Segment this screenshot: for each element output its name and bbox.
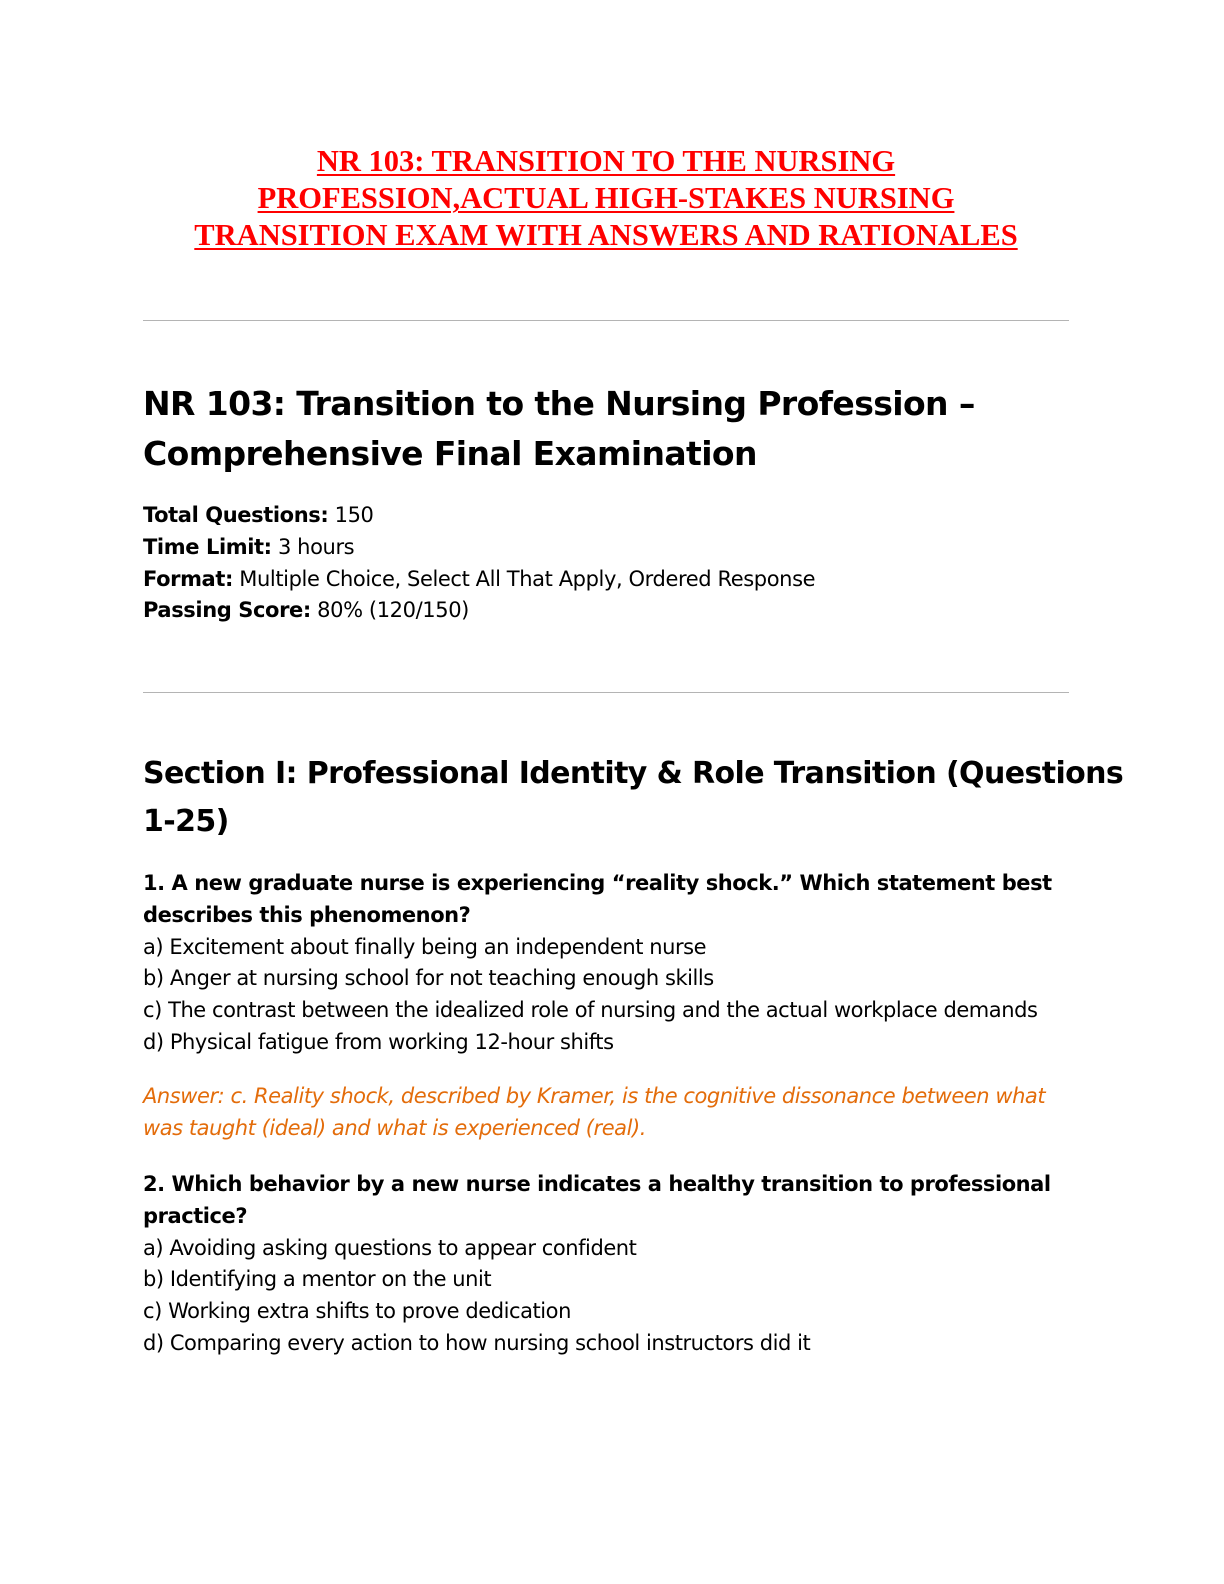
banner-line-2: PROFESSION,ACTUAL HIGH-STAKES NURSING [257, 181, 955, 215]
question-stem-line-1: 1. A new graduate nurse is experiencing “reality shock.” Which statement best [143, 871, 1052, 895]
banner-line-1: NR 103: TRANSITION TO THE NURSING [316, 144, 896, 178]
passing-score-label: Passing Score: [143, 598, 311, 623]
section-heading-line-2: 1-25) [143, 804, 229, 839]
answer-option-a: a) Avoiding asking questions to appear confident [143, 1235, 637, 1260]
question-stem-line-2: describes this phenomenon? [143, 902, 471, 927]
answer-option-d: d) Physical fatigue from working 12-hour shifts [143, 1029, 614, 1054]
total-questions-label: Total Questions: [143, 503, 329, 527]
answer-option-c: c) The contrast between the idealized role of nursing and the actual workplace demands [143, 998, 1038, 1023]
question-stem [143, 1169, 1069, 1233]
answer-rationale-line-1: Answer: c. Reality shock, described by Kramer, is the cognitive dissonance between what [143, 1084, 1046, 1108]
answer-option-d: d) Comparing every action to how nursing school instructors did it [143, 1330, 811, 1355]
section-heading-line-1: Section I: Professional Identity & Role Transition (Questions [143, 756, 1124, 791]
question-stem-line-1: 2. Which behavior by a new nurse indicates a healthy transition to professional [143, 1172, 1051, 1196]
exam-info [143, 500, 1069, 627]
exam-info-total-questions [143, 500, 1069, 532]
exam-info-time-limit [143, 532, 1069, 564]
answer-option-a: a) Excitement about finally being an independent nurse [143, 934, 707, 959]
answer-option-b: b) Anger at nursing school for not teaching enough skills [143, 966, 714, 991]
exam-info-passing-score [143, 595, 1069, 627]
total-questions-value: 150 [334, 503, 374, 527]
time-limit-label: Time Limit: [143, 534, 272, 559]
banner-line-3: TRANSITION EXAM WITH ANSWERS AND RATIONALES [194, 218, 1018, 252]
time-limit-value: 3 hours [277, 534, 355, 559]
exam-title [143, 379, 1069, 479]
answer-option-b: b) Identifying a mentor on the unit [143, 1267, 492, 1292]
question-stem-line-2: practice? [143, 1203, 248, 1228]
exam-info-format [143, 564, 1069, 596]
horizontal-divider [143, 320, 1069, 321]
horizontal-divider [143, 692, 1069, 693]
exam-title-line-2: Comprehensive Final Examination [143, 434, 757, 473]
answer-rationale-line-2: was taught (ideal) and what is experienced (real). [143, 1115, 646, 1140]
section-heading [143, 750, 1124, 846]
question-2 [143, 1169, 1069, 1360]
format-value: Multiple Choice, Select All That Apply, Ordered Response [239, 566, 816, 591]
passing-score-value: 80% (120/150) [317, 598, 469, 623]
question-1 [143, 868, 1069, 1059]
answer-rationale [143, 1081, 1069, 1145]
question-stem [143, 868, 1069, 932]
answer-option-c: c) Working extra shifts to prove dedication [143, 1299, 571, 1324]
format-label: Format: [143, 566, 233, 591]
exam-title-line-1: NR 103: Transition to the Nursing Profession – [143, 384, 975, 423]
document-banner-title [143, 143, 1069, 254]
